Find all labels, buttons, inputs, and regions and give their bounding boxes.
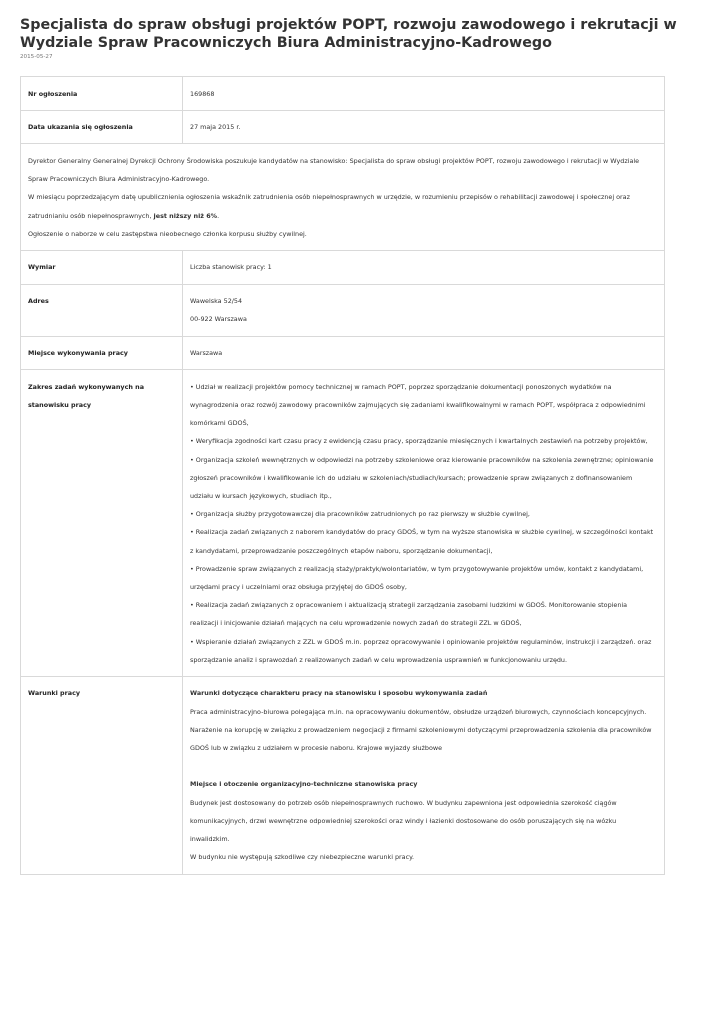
address-street: Wawelska 52/54 — [190, 297, 243, 306]
duty-item: • Organizacja służby przygotowawczej dla pracowników zatrudnionych po raz pierwszy w służbie cywilnej, — [190, 510, 530, 519]
duty-item: • Udział w realizacji projektów pomocy technicznej w ramach POPT, poprzez sporządzanie dokumentacji ponoszonych wydatków na wynagrodzenia oraz rozwój zawodowy pracowników zajmujących się zadaniami kwalifikowalnymi w ramach POPT, współpraca z odpowiednimi komórkami GDOŚ, — [190, 382, 646, 428]
row-nr-ogloszenia — [21, 77, 665, 111]
duty-item: • Realizacja zadań związanych z naborem kandydatów do pracy GDOŚ, w tym na wyższe stanowiska w służbie cywilnej, w szczególności kontakt z kandydatami, przeprowadzanie poszczególnych etapów naboru, sporządzanie dokumentacji, — [190, 528, 654, 555]
row-label: Nr ogłoszenia — [21, 77, 183, 111]
row-warunki — [21, 676, 665, 874]
row-zakres — [21, 370, 665, 677]
row-label: Warunki pracy — [21, 676, 183, 874]
intro-paragraph: Ogłoszenie o naborze w celu zastępstwa nieobecnego członka korpusu służby cywilnej. — [28, 229, 307, 238]
intro-paragraph: Dyrektor Generalny Generalnej Dyrekcji Ochrony Środowiska poszukuje kandydatów na stanowisko: Specjalista do spraw obsługi projektów POPT, rozwoju zawodowego i rekrutacji w Wydziale Spraw Pracowniczych Biura Administracyjno-Kadrowego. — [28, 156, 640, 184]
conditions-text: Praca administracyjno-biurowa polegająca m.in. na opracowywaniu dokumentów, obsłudze urządzeń biurowych, czynnościach koncepcyjnych. Narażenie na korupcję w związku z prowadzeniem negocjacji z firmami szkoleniowymi dotyczącymi przeprowadzenia szkolenia dla pracowników GDOŚ lub w związku z udziałem w procesie naboru. Krajowe wyjazdy służbowe — [190, 707, 652, 753]
row-label: Miejsce wykonywania pracy — [21, 336, 183, 370]
row-label: Zakres zadań wykonywanych na stanowisku pracy — [21, 370, 183, 677]
address-city: 00-922 Warszawa — [190, 315, 247, 324]
duty-item: • Weryfikacja zgodności kart czasu pracy z ewidencją czasu pracy, sporządzanie miesięcznych i kwartalnych zestawień na potrzeby projektów, — [190, 437, 648, 446]
conditions-heading: Miejsce i otoczenie organizacyjno-techniczne stanowiska pracy — [190, 780, 418, 789]
publication-date: 2015-05-27 — [20, 54, 53, 60]
intro-cell — [21, 144, 665, 251]
intro-paragraph — [28, 188, 657, 224]
row-value — [183, 370, 665, 677]
row-value: Liczba stanowisk pracy: 1 — [183, 250, 665, 284]
conditions-text: Budynek jest dostosowany do potrzeb osób niepełnosprawnych ruchowo. W budynku zapewniona jest odpowiednia szerokość ciągów komunikacyjnych, drzwi wewnętrzne odpowiedniej szerokości oraz windy i łazienki dostosowane do osób poruszających się na wózku inwalidzkim. — [190, 798, 617, 844]
row-miejsce — [21, 336, 665, 370]
row-value — [183, 676, 665, 874]
page-title: Specjalista do spraw obsługi projektów POPT, rozwoju zawodowego i rekrutacji w Wydziale Spraw Pracowniczych Biura Administracyjno-Kadrowego — [20, 17, 677, 51]
row-adres — [21, 284, 665, 336]
row-value — [183, 284, 665, 336]
conditions-heading: Warunki dotyczące charakteru pracy na stanowisku i sposobu wykonywania zadań — [190, 689, 488, 698]
row-data-ukazania — [21, 110, 665, 144]
announcement-table — [20, 76, 665, 875]
row-intro — [21, 144, 665, 251]
intro-text: W miesiącu poprzedzającym datę upublicznienia ogłoszenia wskaźnik zatrudnienia osób niepełnosprawnych w urzędzie, w rozumieniu przepisów o rehabilitacji zawodowej i społecznej oraz zatrudnianiu osób niepełnosprawnych, — [28, 193, 630, 220]
intro-emphasis: jest niższy niż 6% — [153, 211, 218, 220]
row-value: 27 maja 2015 r. — [183, 110, 665, 144]
row-value: 169868 — [183, 77, 665, 111]
intro-text: . — [217, 211, 220, 220]
duty-item: • Organizacja szkoleń wewnętrznych w odpowiedzi na potrzeby szkoleniowe oraz kierowanie pracowników na szkolenia zewnętrzne; opiniowanie zgłoszeń pracowników i kwalifikowanie ich do udziału w szkoleniach/studiach/kursach; prowadzenie spraw związanych z dofinansowaniem udziału w kursach językowych, studiach itp., — [190, 455, 654, 500]
duty-item: • Realizacja zadań związanych z opracowaniem i aktualizacją strategii zarządzania zasobami ludzkimi w GDOŚ. Monitorowanie stopienia realizacji i inicjowanie działań mających na celu wprowadzenie nowych zadań do strategii ZZL w GDOŚ, — [190, 601, 628, 628]
duty-item: • Wspieranie działań związanych z ZZL w GDOŚ m.in. poprzez opracowywanie i opiniowanie projektów regulaminów, instrukcji i zarządzeń. oraz sporządzanie analiz i sprawozdań z realizowanych zadań w celu wprowadzenia usprawnień w funkcjonowaniu urzędu. — [190, 637, 652, 664]
row-label: Data ukazania się ogłoszenia — [21, 110, 183, 144]
paragraph-spacer — [190, 757, 657, 775]
duty-item: • Prowadzenie spraw związanych z realizacją staży/praktyk/wolontariatów, w tym przygotowywanie projektów umów, kontakt z kandydatami, urzędami pracy i uczelniami oraz obsługa przyjętej do GDOŚ osoby, — [190, 564, 644, 591]
row-label: Wymiar — [21, 250, 183, 284]
row-wymiar — [21, 250, 665, 284]
row-value: Warszawa — [183, 336, 665, 370]
conditions-text: W budynku nie występują szkodliwe czy niebezpieczne warunki pracy. — [190, 853, 415, 862]
row-label: Adres — [21, 284, 183, 336]
